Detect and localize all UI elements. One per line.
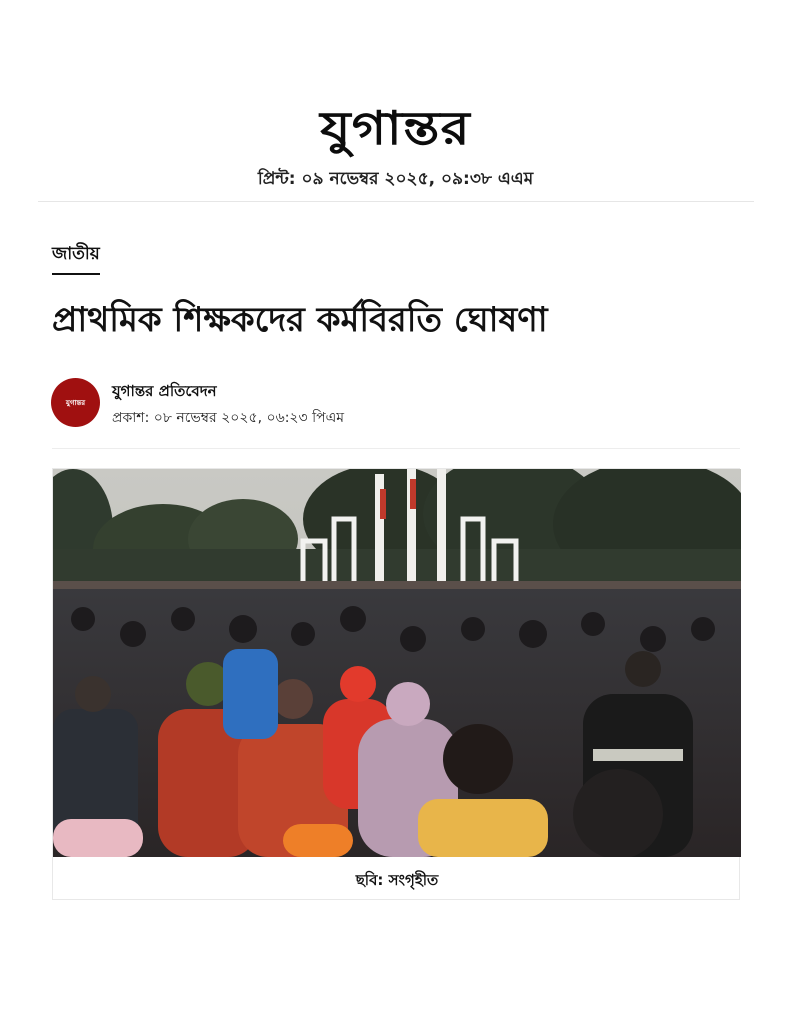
image-caption: ছবি: সংগৃহীত <box>355 871 439 889</box>
byline-divider <box>52 448 740 449</box>
author-name[interactable]: যুগান্তর প্রতিবেদন <box>112 382 217 400</box>
header-divider <box>38 201 754 202</box>
category-link[interactable]: জাতীয় <box>52 241 100 275</box>
article-figure <box>52 468 740 900</box>
author-avatar: যুগান্তর <box>51 378 100 427</box>
article-photo <box>53 469 741 857</box>
masthead <box>0 100 791 156</box>
article-headline: প্রাথমিক শিক্ষকদের কর্মবিরতি ঘোষণা <box>52 300 548 340</box>
publish-date: প্রকাশ: ০৮ নভেম্বর ২০২৫, ০৬:২৩ পিএম <box>112 410 345 426</box>
print-date: প্রিন্ট: ০৯ নভেম্বর ২০২৫, ০৯:৩৮ এএম <box>257 169 534 189</box>
site-logo[interactable]: যুগান্তর <box>320 101 471 155</box>
